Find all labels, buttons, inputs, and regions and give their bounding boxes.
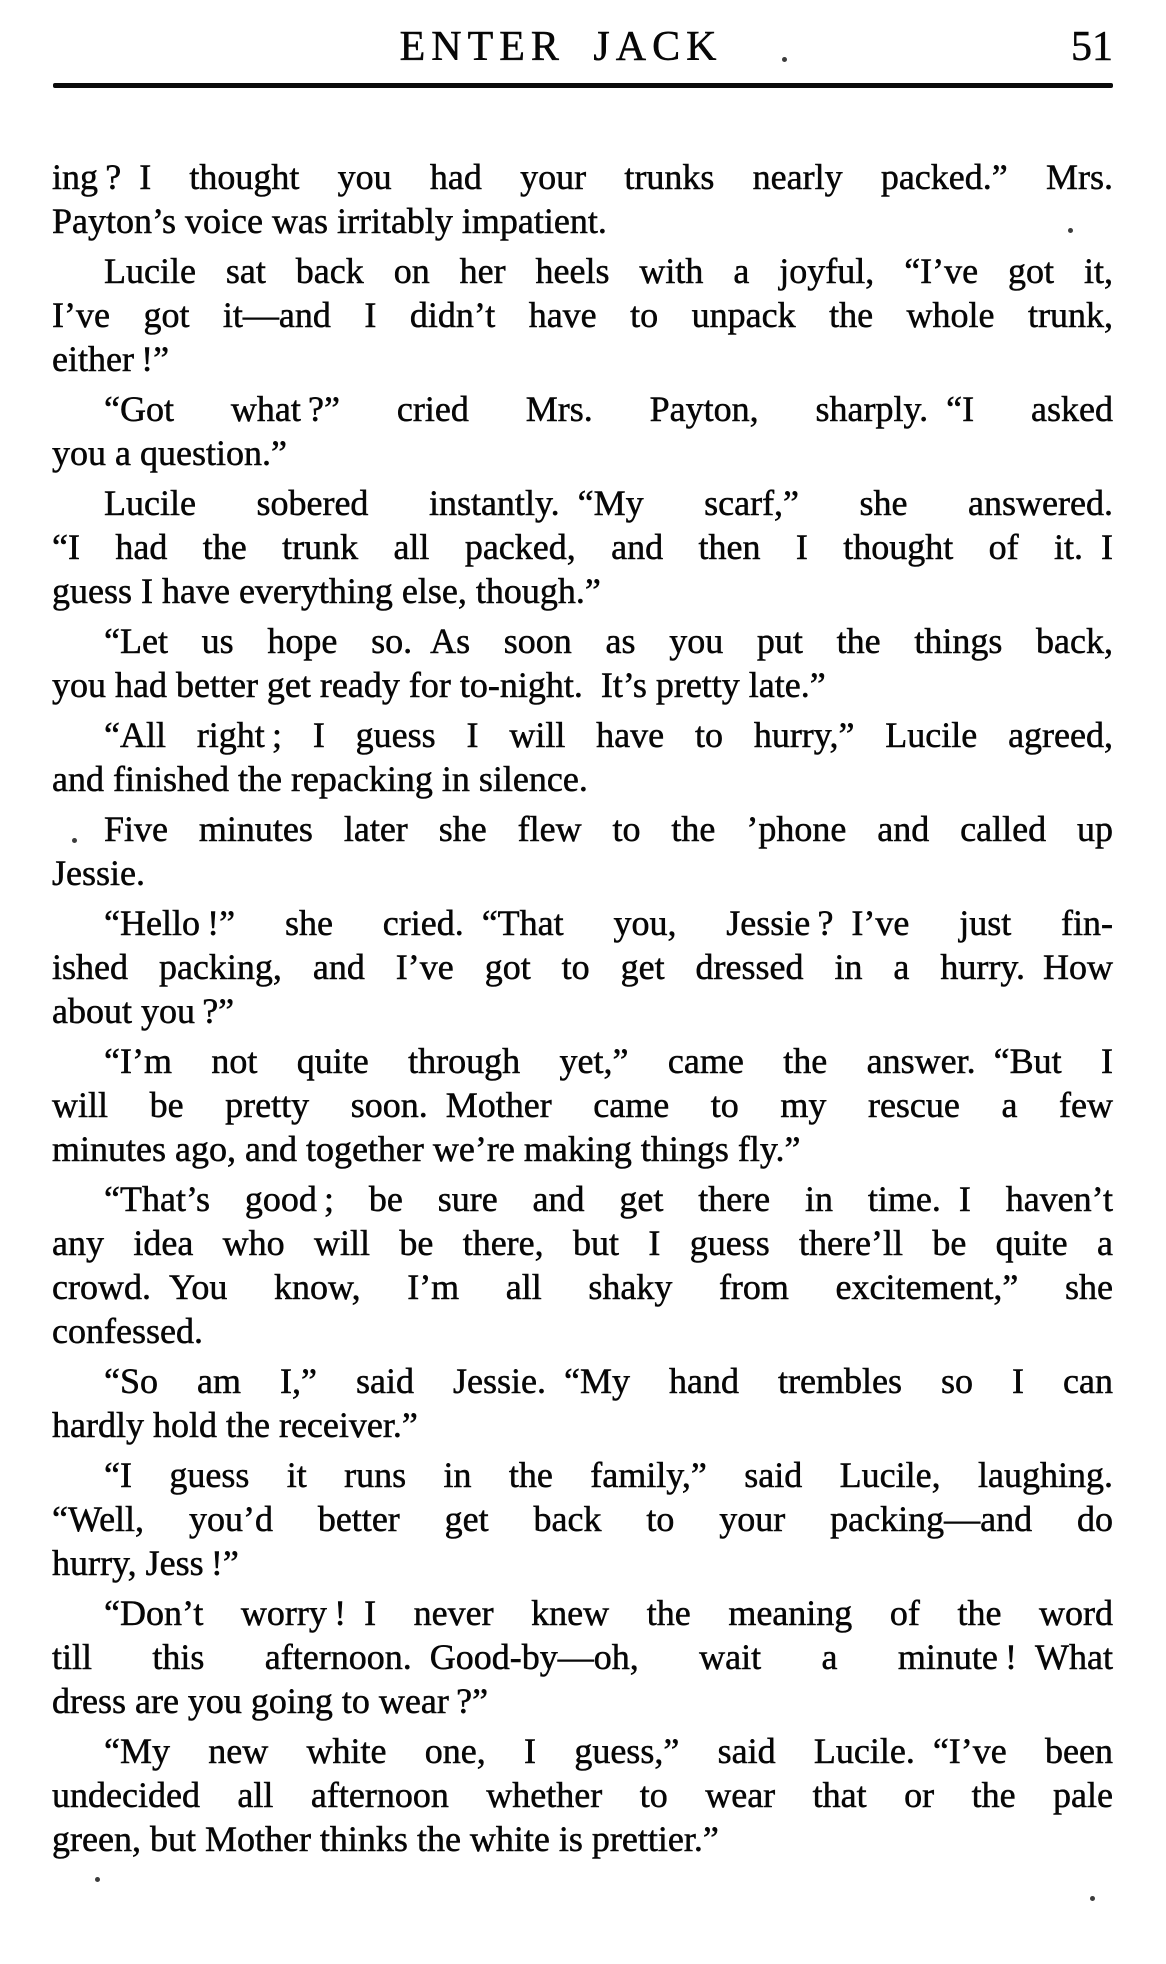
text-line: “So am I,” said Jessie. “My hand trembles so I can xyxy=(104,1361,1113,1401)
text-line: will be pretty soon. Mother came to my rescue a few xyxy=(52,1085,1113,1125)
paragraph xyxy=(52,481,1113,613)
text-line: any idea who will be there, but I guess there’ll be quite a xyxy=(52,1223,1113,1263)
text-line: hardly hold the receiver.” xyxy=(52,1405,418,1445)
text-line: “I’m not quite through yet,” came the answer. “But I xyxy=(104,1041,1113,1081)
scan-speck xyxy=(72,838,77,843)
text-line: ished packing, and I’ve got to get dressed in a hurry. How xyxy=(52,947,1113,987)
text-line: Jessie. xyxy=(52,853,145,893)
text-line: either !” xyxy=(52,339,170,379)
text-line: guess I have everything else, though.” xyxy=(52,571,601,611)
chapter-title: ENTER JACK xyxy=(399,24,723,70)
paragraph xyxy=(52,619,1113,707)
text-line: about you ?” xyxy=(52,991,235,1031)
text-line: till this afternoon. Good-by—oh, wait a minute ! What xyxy=(52,1637,1113,1677)
text-line: you had better get ready for to-night. It’s pretty late.” xyxy=(52,665,826,705)
paragraph xyxy=(52,1177,1113,1353)
text-line: you a question.” xyxy=(52,433,287,473)
scan-speck xyxy=(1068,228,1073,233)
text-line: green, but Mother thinks the white is prettier.” xyxy=(52,1819,719,1859)
text-line: “All right ; I guess I will have to hurry,” Lucile agreed, xyxy=(104,715,1113,755)
text-line: Lucile sat back on her heels with a joyful, “I’ve got it, xyxy=(104,251,1113,291)
paragraph xyxy=(52,1359,1113,1447)
scan-speck xyxy=(95,1877,100,1882)
text-line: undecided all afternoon whether to wear that or the pale xyxy=(52,1775,1113,1815)
text-line: “My new white one, I guess,” said Lucile. “I’ve been xyxy=(104,1731,1113,1771)
text-line: “Let us hope so. As soon as you put the things back, xyxy=(104,621,1113,661)
text-line: Payton’s voice was irritably impatient. xyxy=(52,201,607,241)
paragraph xyxy=(52,1039,1113,1171)
text-line: hurry, Jess !” xyxy=(52,1543,239,1583)
text-line: ing ? I thought you had your trunks nearly packed.” Mrs. xyxy=(52,157,1113,197)
text-line: dress are you going to wear ?” xyxy=(52,1681,489,1721)
paragraph xyxy=(52,807,1113,895)
scan-speck xyxy=(782,57,787,62)
text-line: crowd. You know, I’m all shaky from excitement,” she xyxy=(52,1267,1113,1307)
text-line: Lucile sobered instantly. “My scarf,” she answered. xyxy=(104,483,1113,523)
text-line: “Hello !” she cried. “That you, Jessie ? I’ve just fin- xyxy=(104,903,1113,943)
paragraph xyxy=(52,155,1113,243)
paragraph xyxy=(52,1453,1113,1585)
text-line: and finished the repacking in silence. xyxy=(52,759,588,799)
text-line: I’ve got it—and I didn’t have to unpack the whole trunk, xyxy=(52,295,1113,335)
text-line: “That’s good ; be sure and get there in time. I haven’t xyxy=(104,1179,1113,1219)
page-text xyxy=(52,155,1113,1867)
text-line: “Don’t worry ! I never knew the meaning of the word xyxy=(104,1593,1113,1633)
paragraph xyxy=(52,387,1113,475)
text-line: “I guess it runs in the family,” said Lucile, laughing. xyxy=(104,1455,1113,1495)
page-number: 51 xyxy=(1071,24,1113,70)
paragraph xyxy=(52,901,1113,1033)
text-line: “Got what ?” cried Mrs. Payton, sharply. “I asked xyxy=(104,389,1113,429)
paragraph xyxy=(52,1591,1113,1723)
text-line: “I had the trunk all packed, and then I thought of it. I xyxy=(52,527,1113,567)
paragraph xyxy=(52,1729,1113,1861)
running-head xyxy=(53,26,1113,72)
header-rule xyxy=(53,83,1113,88)
text-line: “Well, you’d better get back to your packing—and do xyxy=(52,1499,1113,1539)
paragraph xyxy=(52,713,1113,801)
paragraph xyxy=(52,249,1113,381)
text-line: Five minutes later she flew to the ’phone and called up xyxy=(104,809,1113,849)
text-line: minutes ago, and together we’re making things fly.” xyxy=(52,1129,801,1169)
scan-speck xyxy=(1090,1896,1095,1901)
text-line: confessed. xyxy=(52,1311,203,1351)
